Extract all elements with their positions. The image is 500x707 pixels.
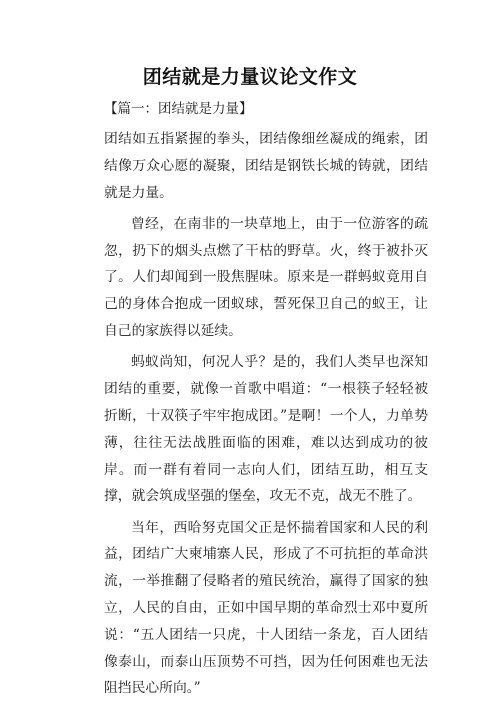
- paragraph-2: 曾经，在南非的一块草地上，由于一位游客的疏忽，扔下的烟头点燃了干枯的野草。火，终于被扑灭了。人们却闻到一股焦腥味。原来是一群蚂蚁竟用自己的身体合抱成一团蚁球，誓死保卫自己的蚁王，让自己的家族得以延续。: [104, 215, 428, 340]
- paragraph-3: 蚂蚁尚知，何况人乎？是的，我们人类早也深知团结的重要，就像一首歌中唱道：“一根筷子轻轻被折断，十双筷子牢牢抱成团。”是啊！一个人，力单势薄，往往无法战胜面临的困难，难以达到成功的彼岸。而一群有着同一志向人们，团结互助，相互支撑，就会筑成坚强的堡垒，攻无不克，战无不胜了。: [104, 354, 428, 505]
- paragraph-1: 团结如五指紧握的拳头，团结像细丝凝成的绳索，团结像万众心愿的凝聚，团结是钢铁长城的铸就，团结就是力量。: [104, 131, 428, 201]
- document-title: 团结就是力量议论文作文: [142, 66, 358, 88]
- section-heading: 【篇一：团结就是力量】: [104, 101, 253, 117]
- article-body: [104, 126, 428, 707]
- paragraph-4: 当年，西哈努克国父正是怀揣着国家和人民的利益，团结广大柬埔寨人民，形成了不可抗拒的革命洪流，一举推翻了侵略者的殖民统治，赢得了国家的独立，人民的自由，正如中国早期的革命烈士邓中夏所说：“五人团结一只虎，十人团结一条龙，百人团结像泰山，而泰山压顶势不可挡，因为任何困难也无法阻挡民心所向。”: [104, 519, 428, 697]
